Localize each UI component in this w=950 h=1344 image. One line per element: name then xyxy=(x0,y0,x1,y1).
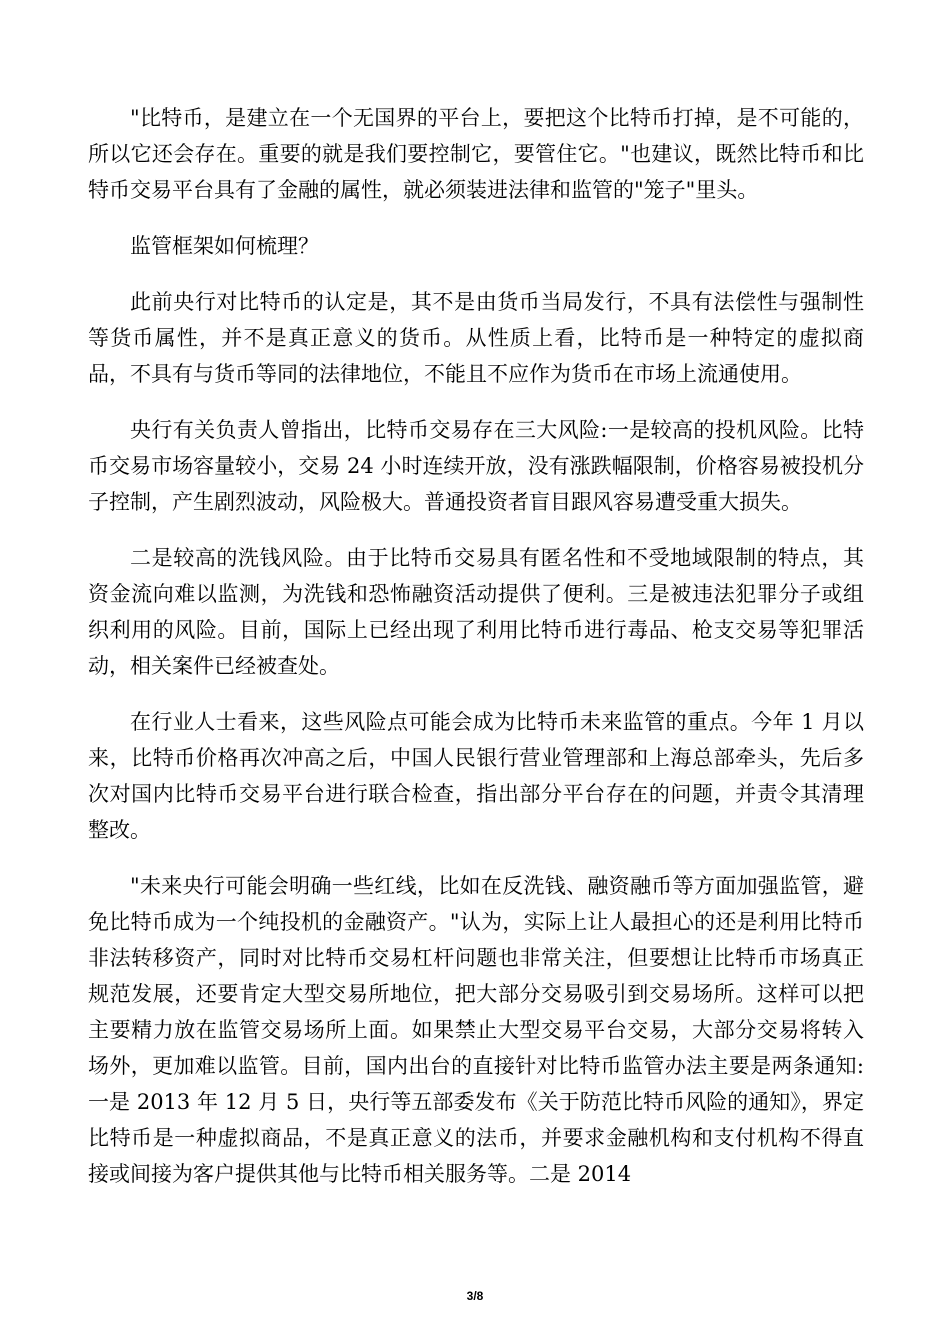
document-body xyxy=(88,100,864,1212)
paragraph-6: 在行业人士看来，这些风险点可能会成为比特币未来监管的重点。今年 1 月以来，比特币价格再次冲高之后，中国人民银行营业管理部和上海总部牵头，先后多次对国内比特币交易平台进行联合检查，指出部分平台存在的问题，并责令其清理整改。 xyxy=(88,710,864,842)
page-number: 3/8 xyxy=(466,1289,484,1303)
paragraph-4: 央行有关负责人曾指出，比特币交易存在三大风险:一是较高的投机风险。比特币交易市场容量较小，交易 24 小时连续开放，没有涨跌幅限制，价格容易被投机分子控制，产生剧烈波动，风险极大。普通投资者盲目跟风容易遭受重大损失。 xyxy=(88,418,864,514)
paragraph-5: 二是较高的洗钱风险。由于比特币交易具有匿名性和不受地域限制的特点，其资金流向难以监测，为洗钱和恐怖融资活动提供了便利。三是被违法犯罪分子或组织利用的风险。目前，国际上已经出现了利用比特币进行毒品、枪支交易等犯罪活动，相关案件已经被查处。 xyxy=(88,546,864,678)
paragraph-7: "未来央行可能会明确一些红线，比如在反洗钱、融资融币等方面加强监管，避免比特币成为一个纯投机的金融资产。"认为，实际上让人最担心的还是利用比特币非法转移资产，同时对比特币交易杠杆问题也非常关注，但要想让比特币市场真正规范发展，还要肯定大型交易所地位，把大部分交易吸引到交易场所。这样可以把主要精力放在监管交易场所上面。如果禁止大型交易平台交易，大部分交易将转入场外，更加难以监管。目前，国内出台的直接针对比特币监管办法主要是两条通知:一是 2013 年 12 月 5 日，央行等五部委发布《关于防范比特币风险的通知》，界定比特币是一种虚拟商品，不是真正意义的法币，并要求金融机构和支付机构不得直接或间接为客户提供其他与比特币相关服务等。二是 2014 xyxy=(88,874,864,1186)
section-heading: 监管框架如何梳理？ xyxy=(130,234,319,258)
paragraph-3: 此前央行对比特币的认定是，其不是由货币当局发行，不具有法偿性与强制性等货币属性，并不是真正意义的货币。从性质上看，比特币是一种特定的虚拟商品，不具有与货币等同的法律地位，不能且不应作为货币在市场上流通使用。 xyxy=(88,290,864,386)
paragraph-1: "比特币，是建立在一个无国界的平台上，要把这个比特币打掉，是不可能的，所以它还会存在。重要的就是我们要控制它，要管住它。"也建议，既然比特币和比特币交易平台具有了金融的属性，就必须装进法律和监管的"笼子"里头。 xyxy=(88,106,864,202)
